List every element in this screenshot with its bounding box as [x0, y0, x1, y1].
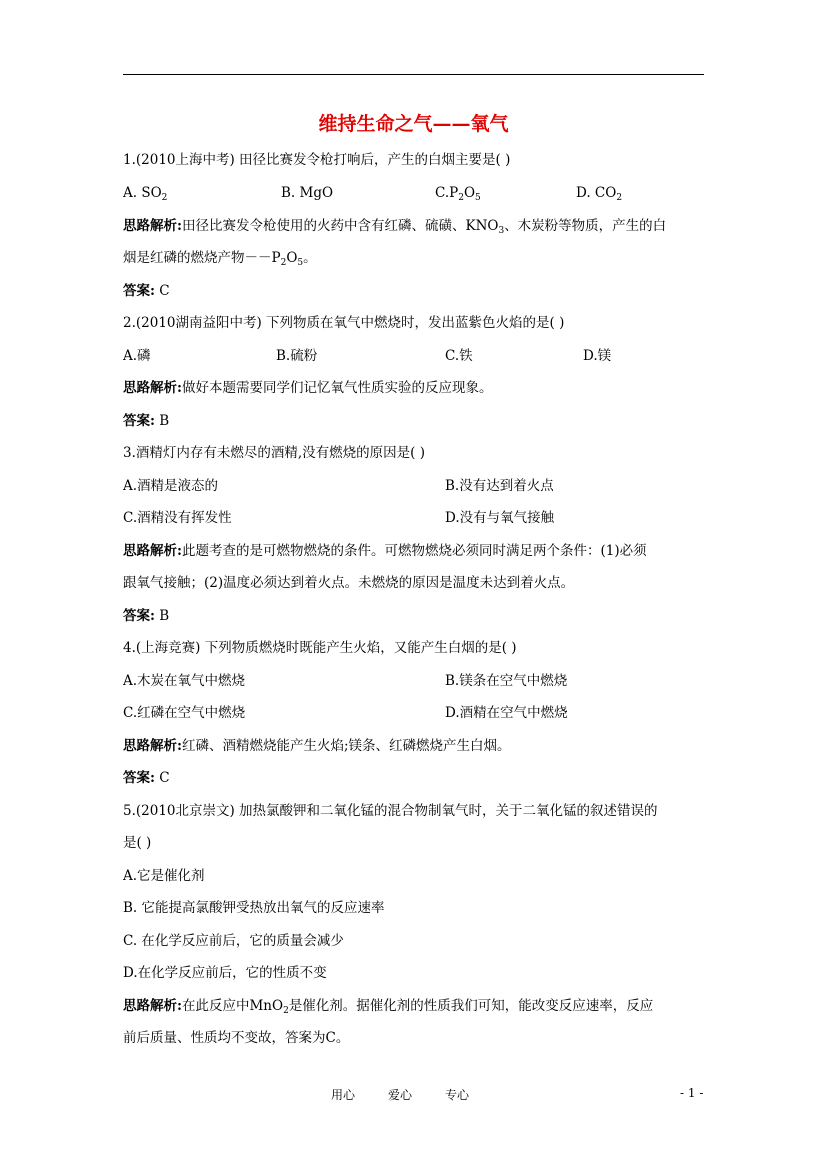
q3-option-b: B.没有达到着火点: [445, 478, 554, 494]
q2-answer: 答案: B: [123, 413, 170, 429]
q3-answer: 答案: B: [123, 608, 170, 624]
q5-stem-line1: 5.(2010北京崇文) 加热氯酸钾和二氧化锰的混合物制氧气时，关于二氧化锰的叙述错误的: [123, 803, 658, 819]
q4-option-d: D.酒精在空气中燃烧: [445, 705, 568, 721]
footer-text-right: 专心: [445, 1088, 470, 1102]
q1-analysis-line1: 思路解析:田径比赛发令枪使用的火药中含有红磷、硫磺、$KNO_3$、木炭粉等物质，产生的白: [123, 218, 667, 236]
q4-option-a: A.木炭在氧气中燃烧: [123, 673, 246, 689]
q2-option-b: B.硫粉: [276, 348, 318, 364]
q5-analysis-line1: 思路解析:在此反应中MnO$_2$是催化剂。据催化剂的性质我们可知，能改变反应速率，反应: [123, 998, 654, 1016]
q1-option-d: D. $CO_2$: [576, 185, 623, 203]
page-title: 维持生命之气——氧气: [318, 113, 509, 135]
q3-analysis-line2: 跟氧气接触；(2)温度必须达到着火点。未燃烧的原因是温度未达到着火点。: [123, 575, 575, 591]
q3-option-c: C.酒精没有挥发性: [123, 510, 232, 526]
q3-option-d: D.没有与氧气接触: [445, 510, 555, 526]
q1-answer: 答案: C: [123, 283, 170, 299]
q2-option-a: A.磷: [123, 348, 151, 364]
q1-stem: 1.(2010上海中考) 田径比赛发令枪打响后，产生的白烟主要是( ): [123, 152, 511, 168]
q5-option-a: A.它是催化剂: [123, 868, 205, 884]
q2-analysis: 思路解析:做好本题需要同学们记忆氧气性质实验的反应现象。: [123, 380, 493, 396]
q2-option-c: C.铁: [445, 348, 473, 364]
q5-option-d: D.在化学反应前后，它的性质不变: [123, 965, 327, 981]
header-rule: [123, 74, 704, 75]
q3-stem: 3.酒精灯内存有未燃尽的酒精,没有燃烧的原因是( ): [123, 445, 425, 461]
q3-analysis-line1: 思路解析:此题考查的是可燃物燃烧的条件。可燃物燃烧必须同时满足两个条件：(1)必须: [123, 543, 647, 559]
q1-option-a: A. $SO_2$: [123, 185, 168, 203]
q4-answer: 答案: C: [123, 770, 170, 786]
footer-text-left: 用心: [331, 1088, 356, 1102]
q1-option-c: $C.P_2O_5$: [435, 185, 481, 203]
q1-analysis-line2: 烟是红磷的燃烧产物$--P_2O_5$。: [123, 250, 317, 268]
q4-option-c: C.红磷在空气中燃烧: [123, 705, 246, 721]
q2-stem: 2.(2010湖南益阳中考) 下列物质在氧气中燃烧时，发出蓝紫色火焰的是( ): [123, 315, 565, 331]
q4-option-b: B.镁条在空气中燃烧: [445, 673, 568, 689]
q2-option-d: D.镁: [583, 348, 612, 364]
q1-option-b: B. MgO: [281, 185, 334, 201]
q3-option-a: A.酒精是液态的: [123, 478, 219, 494]
page-number: - 1 -: [680, 1086, 704, 1100]
q5-stem-line2: 是( ): [123, 835, 152, 851]
q4-stem: 4.(上海竞赛) 下列物质燃烧时既能产生火焰，又能产生白烟的是( ): [123, 640, 517, 656]
q5-option-b: B. 它能提高氯酸钾受热放出氧气的反应速率: [123, 900, 385, 916]
q4-analysis: 思路解析:红磷、酒精燃烧能产生火焰;镁条、红磷燃烧产生白烟。: [123, 738, 511, 754]
q5-option-c: C. 在化学反应前后，它的质量会减少: [123, 933, 344, 949]
footer-text-mid: 爱心: [388, 1088, 413, 1102]
q5-analysis-line2: 前后质量、性质均不变故，答案为C。: [123, 1030, 350, 1046]
